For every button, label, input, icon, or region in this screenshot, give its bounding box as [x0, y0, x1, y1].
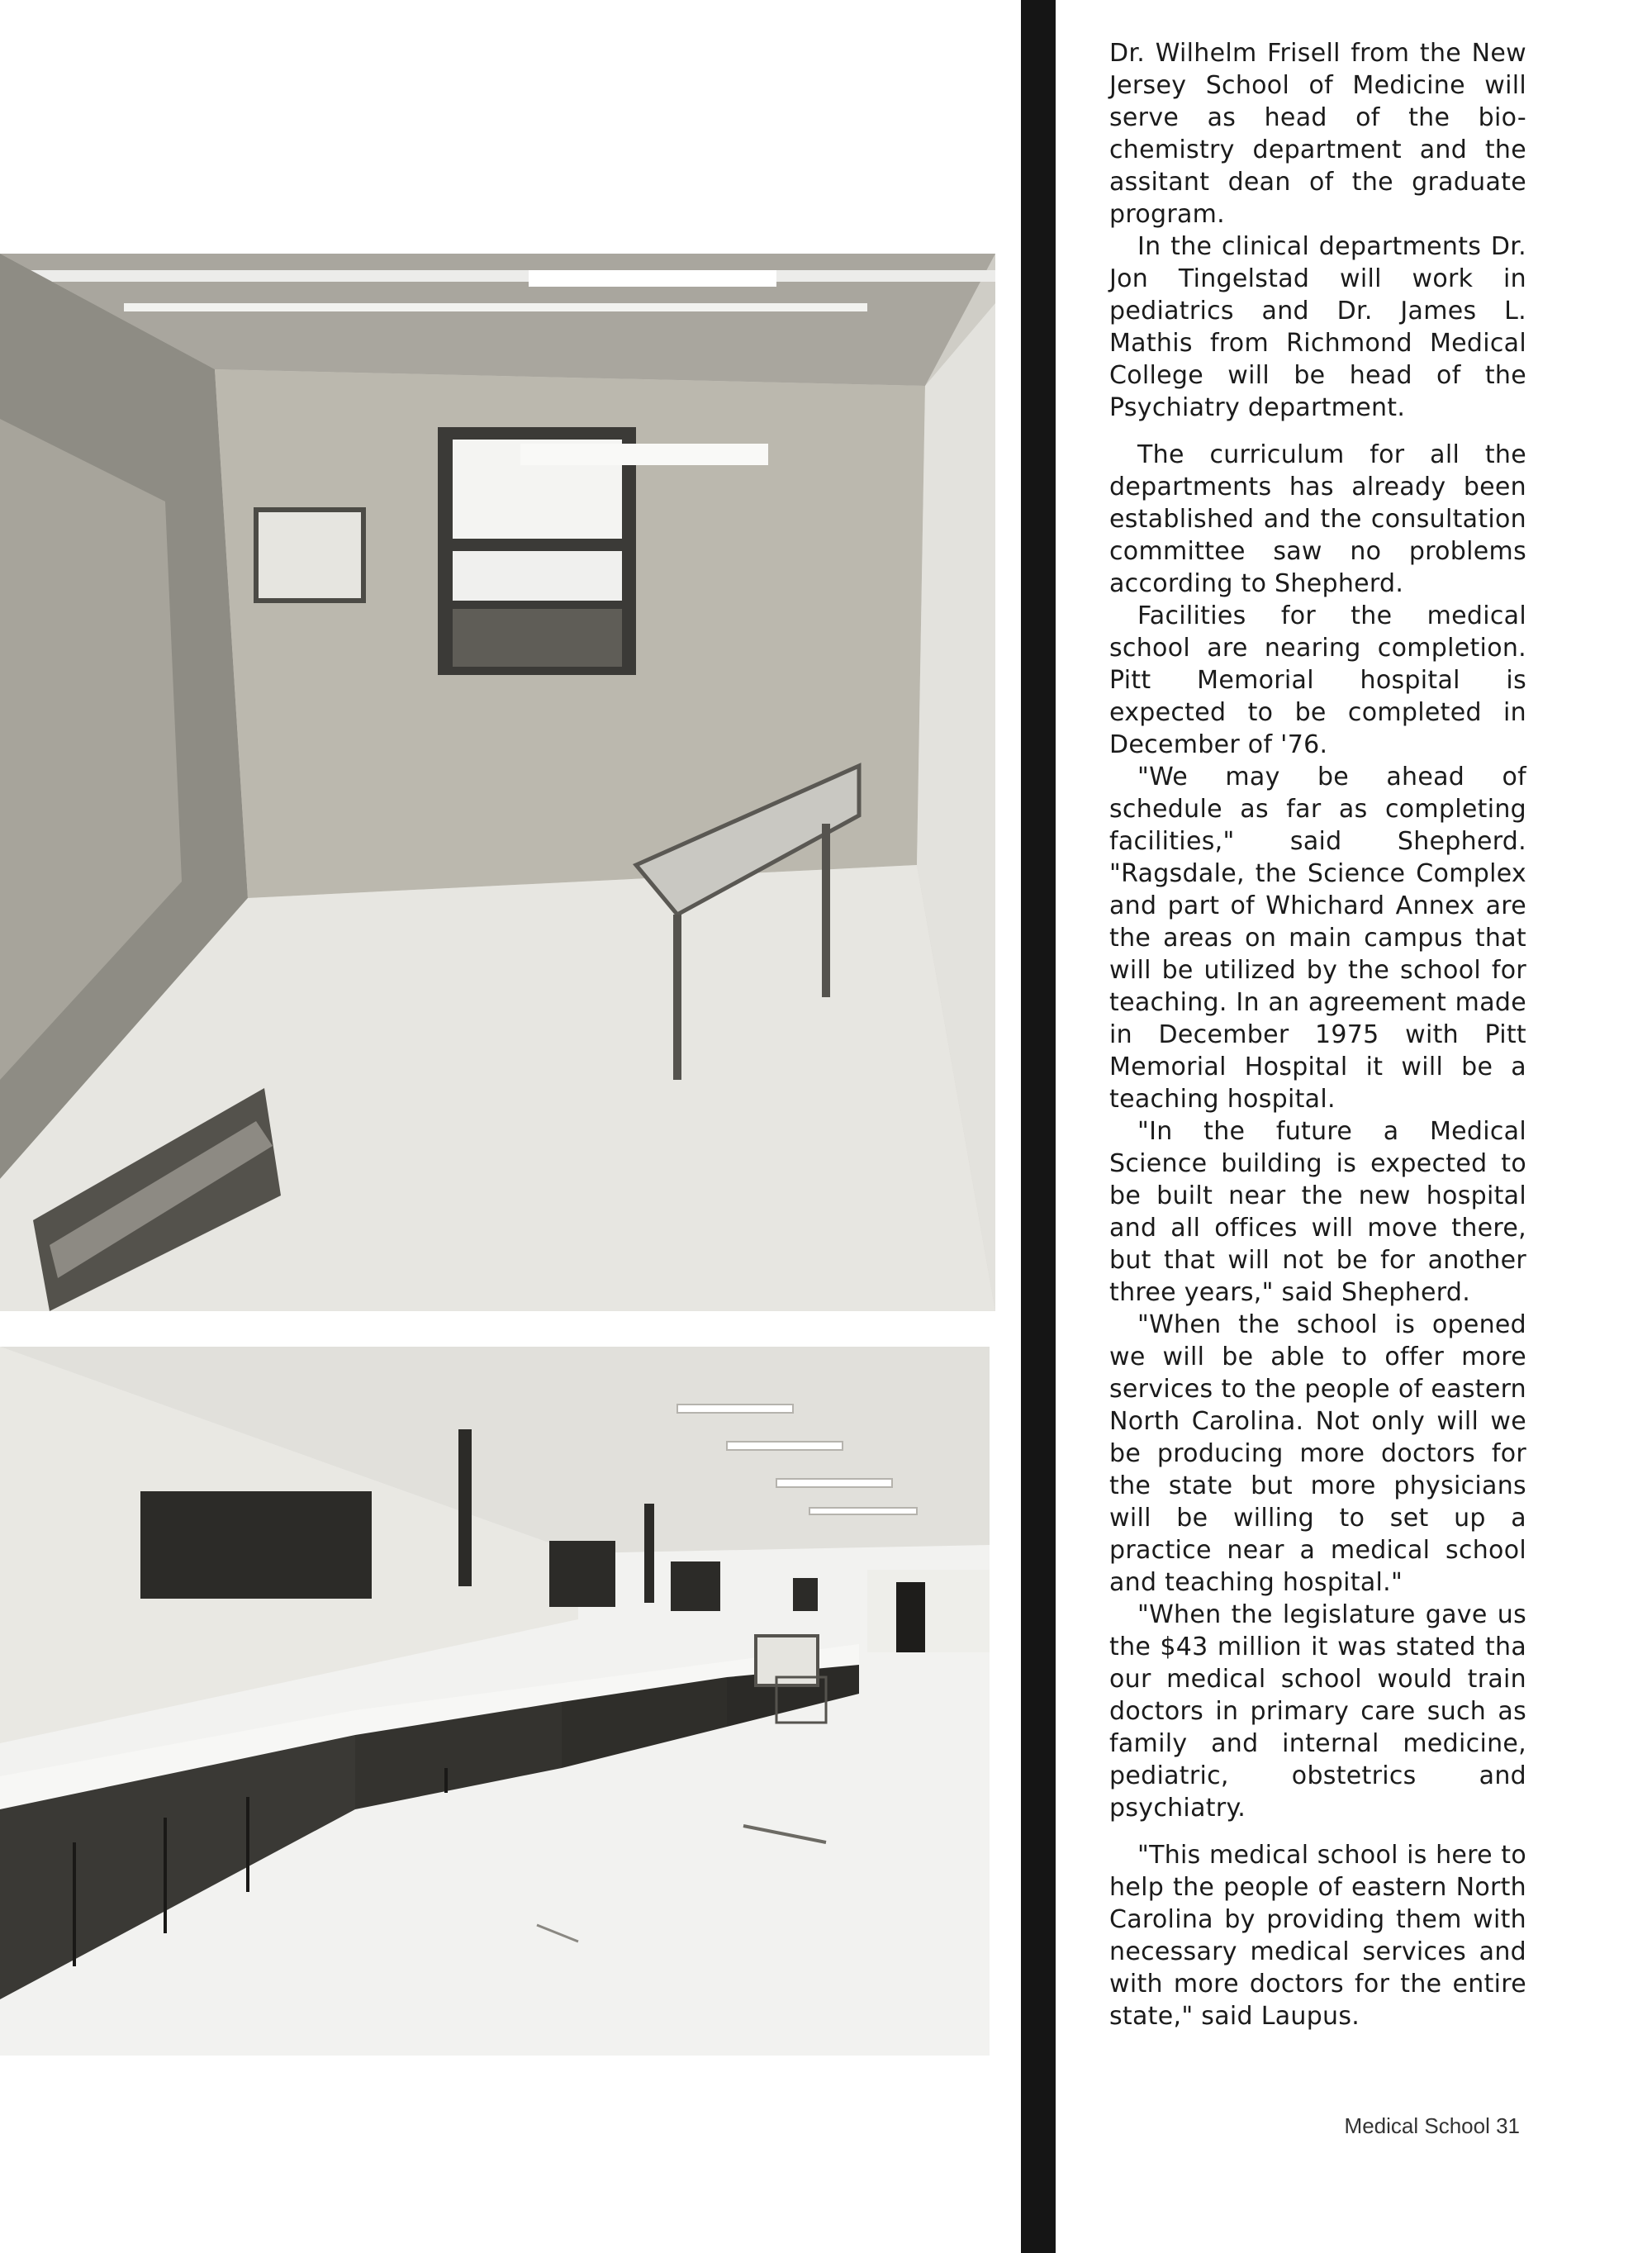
- article-paragraph: Facilities for the medical school are nearing completion. Pitt Memorial hospital is expected to be completed in December of '76.: [1109, 601, 1526, 759]
- article-paragraph: "This medical school is here to help the people of eastern North Carolina by providing them with necessary medical services and with more doctors for the entire state," said Laupus.: [1109, 1841, 1526, 2031]
- renovation-room-illustration: [0, 254, 995, 1311]
- article-paragraph: In the clinical departments Dr. Jon Tingelstad will work in pediatrics and Dr. James L. Mathis from Richmond Medical College will be head of the Psychiatry department.: [1109, 232, 1526, 422]
- article-paragraph: "We may be ahead of schedule as far as completing facilities," said Shepherd. "Ragsdale, the Science Complex and part of Whichard Annex are the areas on main campus that will be utilized by the school for teaching. In an agreement made in December 1975 with Pitt Memorial Hospital it will be a teaching hospital.: [1109, 763, 1526, 1114]
- article-paragraph: "When the school is opened we will be able to offer more services to the people of eastern North Carolina. Not only will we be producing more doctors for the state but more physicians will be willing to set up a practice near a medical school and teaching hospital.": [1109, 1310, 1526, 1597]
- article-paragraph: The curriculum for all the departments has already been established and the consultation committee saw no problems according to Shepherd.: [1109, 440, 1526, 598]
- page-folio: Medical School 31: [1344, 2113, 1520, 2138]
- laboratory-photo: [0, 1347, 990, 2056]
- renovation-room-photo: [0, 254, 995, 1311]
- article-text-column: [1109, 37, 1526, 2047]
- column-divider: [1021, 0, 1056, 2253]
- laboratory-illustration: [0, 1347, 990, 2056]
- article-paragraph: Dr. Wilhelm Frisell from the New Jersey School of Medicine will serve as head of the bio-chemistry department and the assitant dean of the graduate program.: [1109, 39, 1526, 229]
- article-paragraph: "In the future a Medical Science building is expected to be built near the new hospital and all offices will move there, but that will not be for another three years," said Shepherd.: [1109, 1117, 1526, 1307]
- article-paragraph: "When the legislature gave us the $43 million it was stated tha our medical school would train doctors in primary care such as family and internal medicine, pediatric, obstetrics and psychiatry.: [1109, 1600, 1526, 1823]
